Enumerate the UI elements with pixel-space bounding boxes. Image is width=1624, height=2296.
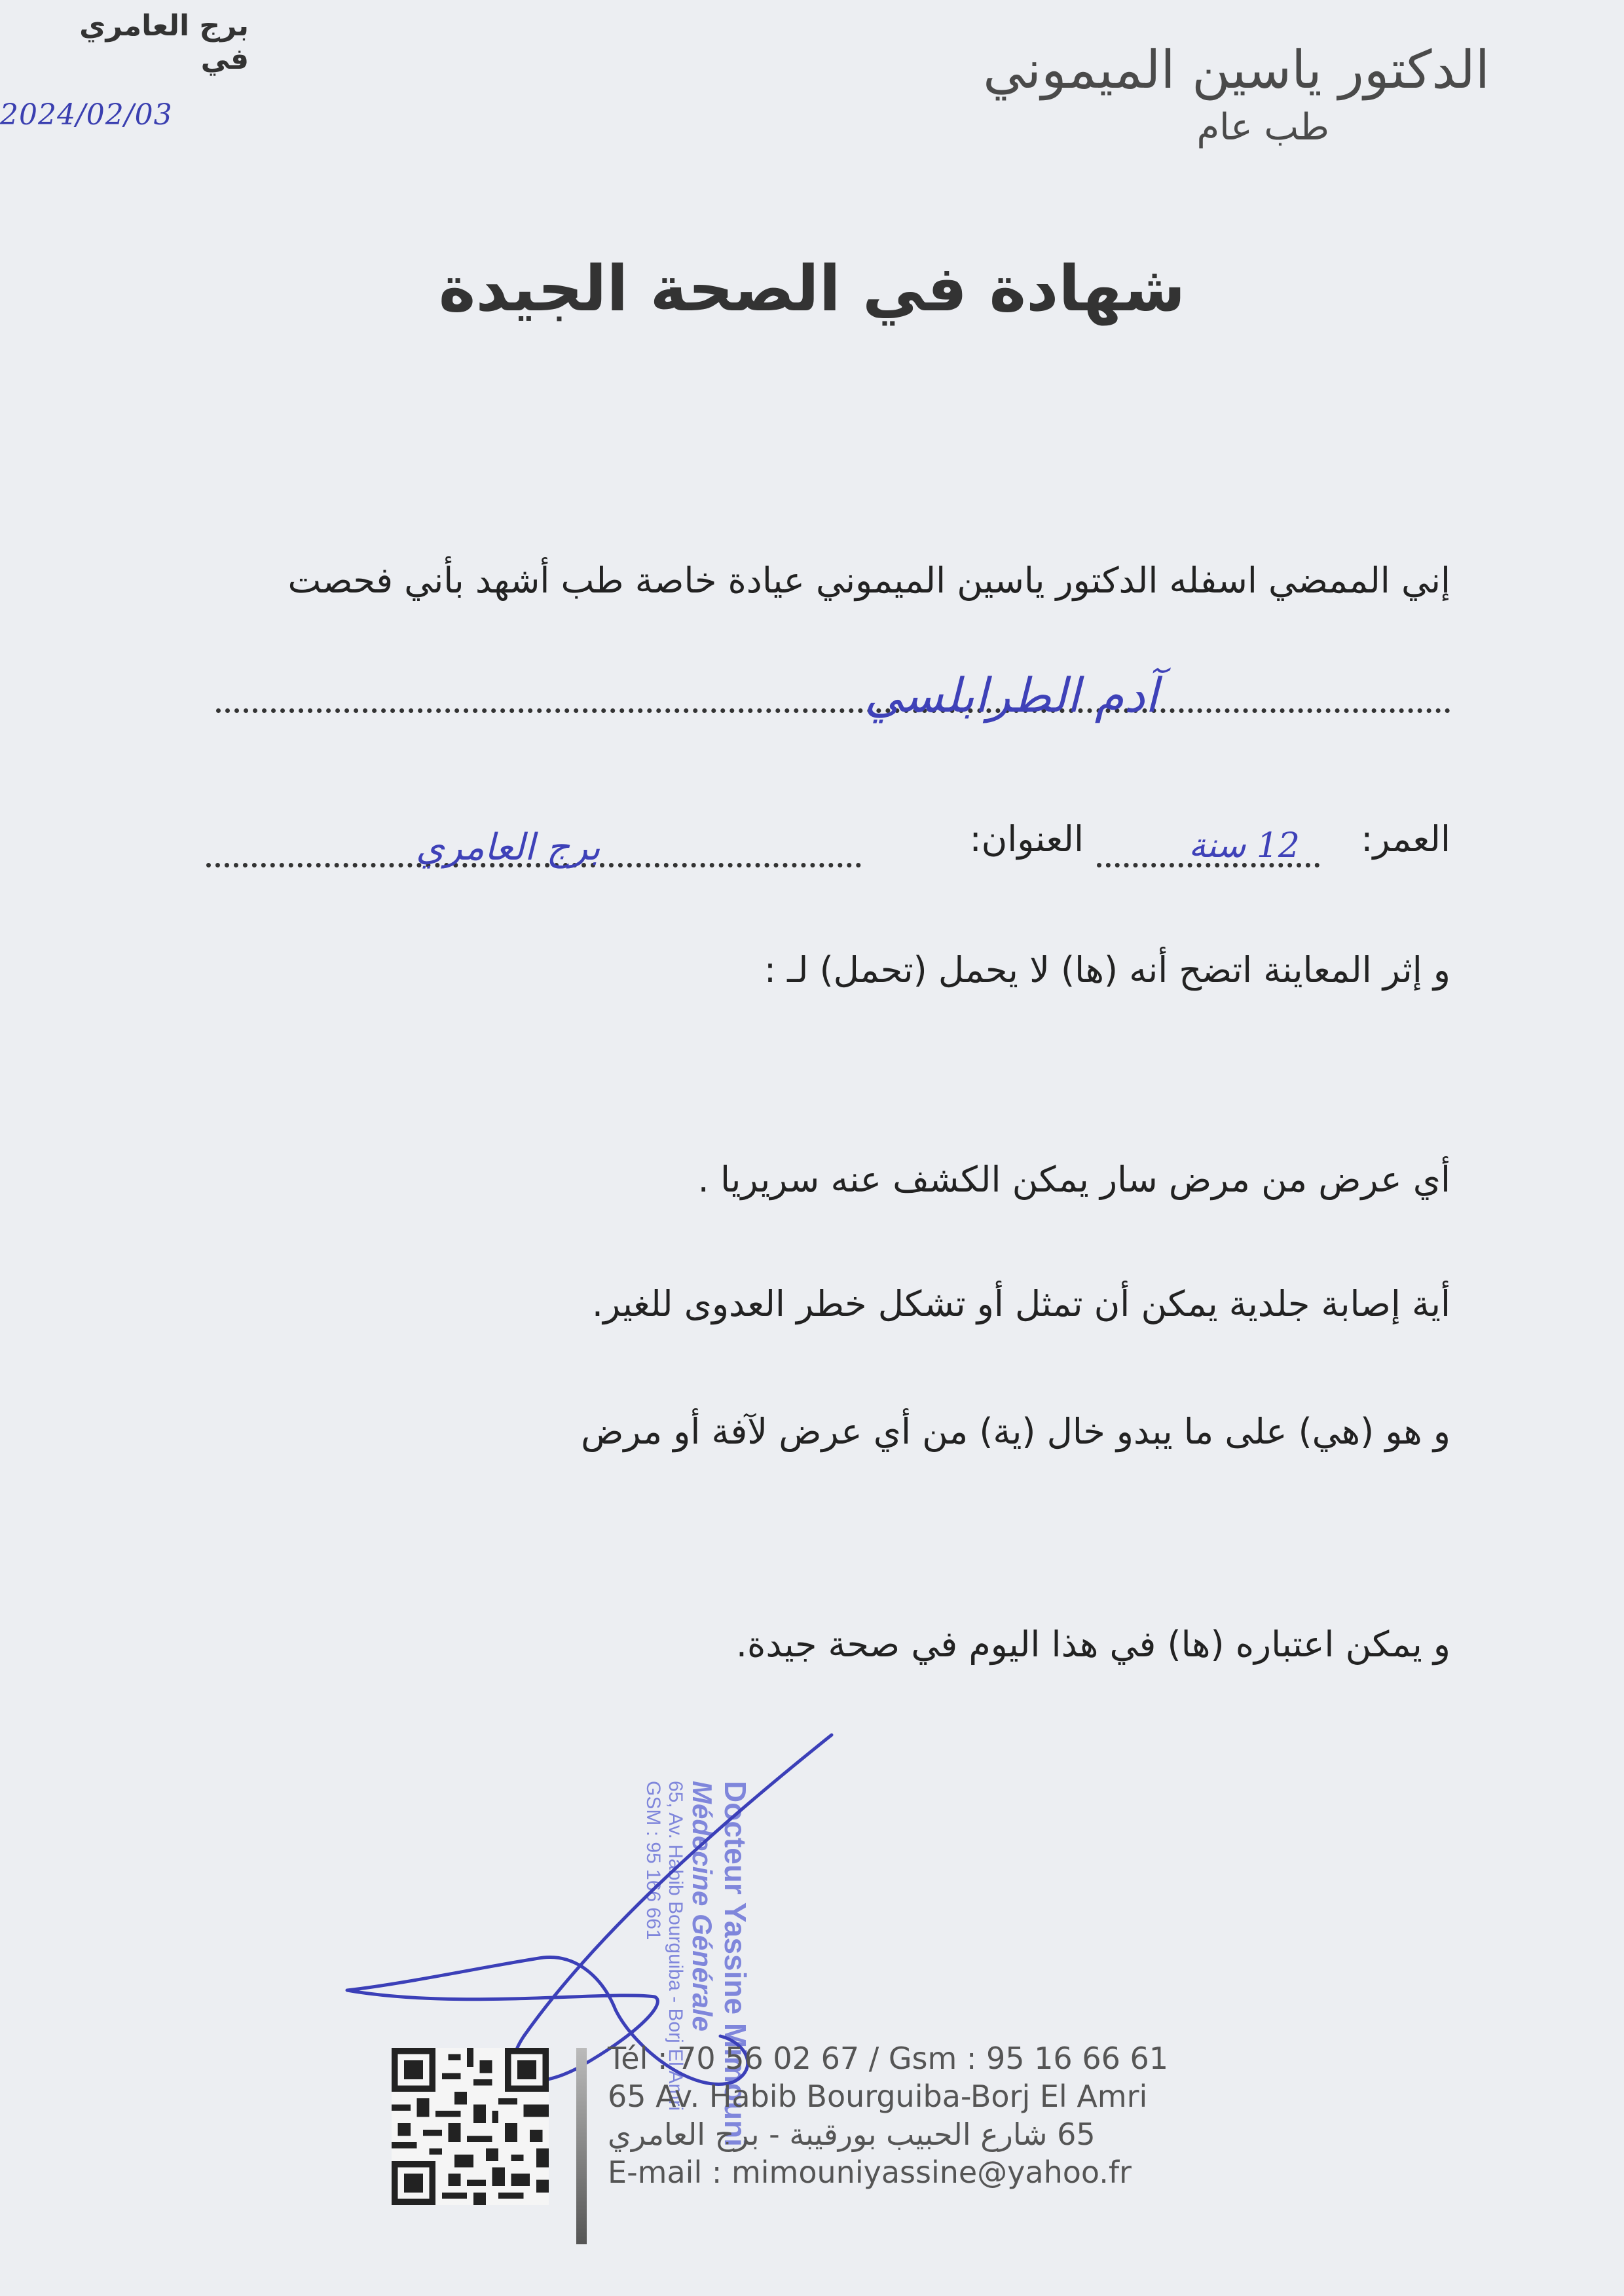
stamp-gsm: GSM : 95 166 661 bbox=[642, 1781, 664, 1941]
footer-contact bbox=[608, 2039, 1168, 2191]
handwritten-date: 2024/02/03 bbox=[0, 98, 173, 132]
footer-phones: Tél : 70 56 02 67 / Gsm : 95 16 66 61 bbox=[608, 2041, 1169, 2076]
stamp-doctor-name: Docteur Yassine Mimouni bbox=[718, 1781, 752, 2147]
qr-code-icon bbox=[392, 2048, 549, 2205]
clause-contagious-disease: أي عرض من مرض سار يمكن الكشف عنه سريريا . bbox=[697, 1159, 1450, 1200]
attestation-intro: إني الممضي اسفله الدكتور ياسين الميموني عيادة خاصة طب أشهد بأني فحصت bbox=[287, 560, 1450, 601]
clause-skin-lesion: أية إصابة جلدية يمكن أن تمثل أو تشكل خطر العدوى للغير. bbox=[591, 1283, 1450, 1324]
page-title: شهادة في الصحة الجيدة bbox=[438, 252, 1186, 325]
stamp-address: 65, Av. Habib Bourguiba - Borj El Amri bbox=[665, 1781, 686, 2111]
name-dotted-line bbox=[216, 708, 1450, 713]
age-address-row bbox=[206, 818, 1450, 871]
footer-address-fr: 65 Av. Habib Bourguiba-Borj El Amri bbox=[608, 2079, 1148, 2114]
address-label: العنوان: bbox=[969, 818, 1084, 860]
doctor-name: الدكتور ياسين الميموني bbox=[983, 39, 1490, 100]
patient-name-handwritten: آدم الطرابلسي bbox=[864, 668, 1158, 723]
footer-email: E-mail : mimouniyassine@yahoo.fr bbox=[608, 2155, 1132, 2190]
place-label: برج العامري في bbox=[79, 9, 249, 76]
examination-result: و إثر المعاينة اتضح أنه (ها) لا يحمل (تحمل) لـ : bbox=[764, 949, 1450, 991]
age-handwritten: 12 سنة bbox=[1189, 826, 1300, 866]
conclusion-good-health: و يمكن اعتباره (ها) في هذا اليوم في صحة جيدة. bbox=[735, 1624, 1450, 1665]
stamp-specialty: Médecine Générale bbox=[687, 1781, 718, 2032]
clause-no-symptoms: و هو (هي) على ما يبدو خال (ية) من أي عرض لآفة أو مرض bbox=[581, 1411, 1450, 1452]
footer-address-ar: 65 شارع الحبيب بورقيبة - برج العامري bbox=[608, 2117, 1096, 2152]
doctor-specialty: طب عام bbox=[1196, 106, 1329, 149]
age-label: العمر: bbox=[1361, 818, 1450, 860]
address-handwritten: برج العامري bbox=[416, 826, 600, 869]
footer-divider bbox=[576, 2048, 587, 2244]
